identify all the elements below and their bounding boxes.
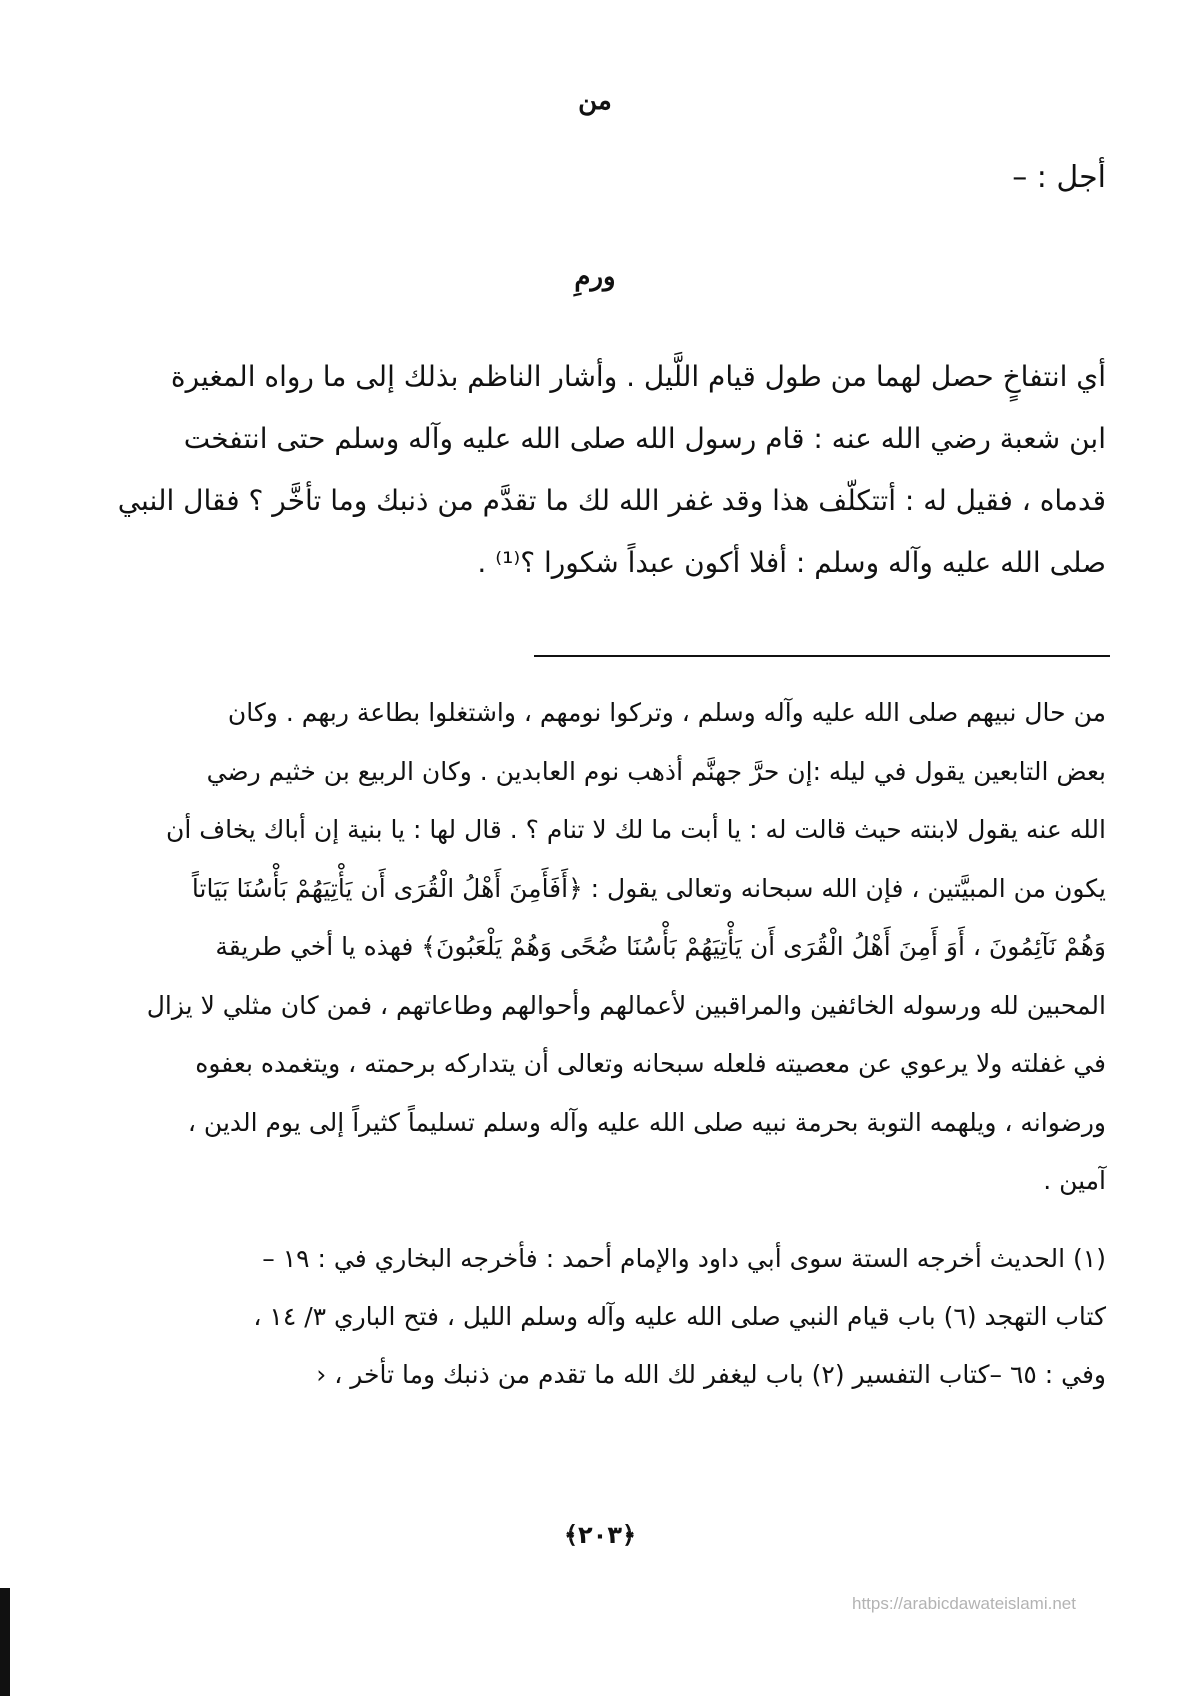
term-label: أجل : – bbox=[1012, 160, 1106, 195]
main-line: أي انتفاخٍ حصل لهما من طول قيام اللَّيل . وأشار الناظم بذلك إلى ما رواه المغيرة bbox=[170, 360, 1106, 393]
commentary-line: من حال نبيهم صلى الله عليه وآله وسلم ، وتركوا نومهم ، واشتغلوا بطاعة ربهم . وكان bbox=[227, 698, 1106, 727]
headword-top: من bbox=[578, 86, 612, 116]
commentary-line: بعض التابعين يقول في ليله :إن حرَّ جهنَّم أذهب نوم العابدين . وكان الربيع بن خثيم رضي bbox=[206, 756, 1106, 786]
watermark-url: https://arabicdawateislami.net bbox=[852, 1594, 1076, 1613]
main-paragraph bbox=[74, 346, 1106, 594]
footnote-block bbox=[74, 1230, 1106, 1404]
main-line: صلى الله عليه وآله وسلم : أفلا أكون عبداً شكورا ؟⁽¹⁾ . bbox=[477, 546, 1106, 579]
commentary-line: الله عنه يقول لابنته حيث قالت له : يا أبت ما لك لا تنام ؟ . قال لها : يا بنية إن أباك يخاف أن bbox=[165, 815, 1106, 844]
footnote-line: (١) الحديث أخرجه الستة سوى أبي داود والإمام أحمد : فأخرجه البخاري في : ١٩ – bbox=[262, 1244, 1106, 1273]
commentary-line: ورضوانه ، ويلهمه التوبة بحرمة نبيه صلى الله عليه وآله وسلم تسليماً كثيراً إلى يوم الدين ، bbox=[187, 1107, 1106, 1137]
commentary-paragraph bbox=[74, 684, 1106, 1211]
commentary-line: وَهُمْ نَآئِمُونَ ، أَوَ أَمِنَ أَهْلُ الْقُرَى أَن يَأْتِيَهُمْ بَأْسُنَا ضُحًى وَهُمْ يَلْعَبُونَ﴾ فهذه يا أخي طريقة bbox=[215, 932, 1106, 961]
scan-edge-mark bbox=[0, 1588, 10, 1696]
page-number: ﴿٢٠٣﴾ bbox=[563, 1521, 637, 1549]
headword-second: ورمِ bbox=[574, 262, 616, 292]
main-line: قدماه ، فقيل له : أتتكلّف هذا وقد غفر الله لك ما تقدَّم من ذنبك وما تأخَّر ؟ فقال النبي bbox=[117, 484, 1106, 517]
footnote-line: كتاب التهجد (٦) باب قيام النبي صلى الله عليه وآله وسلم الليل ، فتح الباري ٣/ ١٤ ، bbox=[253, 1302, 1106, 1331]
main-line: ابن شعبة رضي الله عنه : قام رسول الله صلى الله عليه وآله وسلم حتى انتفخت bbox=[183, 422, 1106, 455]
commentary-line: آمين . bbox=[1043, 1166, 1106, 1195]
footnote-line: وفي : ٦٥ –كتاب التفسير (٢) باب ليغفر لك الله ما تقدم من ذنبك وما تأخر ، ‹ bbox=[316, 1360, 1106, 1389]
commentary-line: المحبين لله ورسوله الخائفين والمراقبين لأعمالهم وأحوالهم وطاعاتهم ، فمن كان مثلي لا يزال bbox=[146, 990, 1106, 1020]
footnote-divider bbox=[534, 655, 1110, 657]
commentary-line: في غفلته ولا يرعوي عن معصيته فلعله سبحانه وتعالى أن يتداركه برحمته ، ويتغمده بعفوه bbox=[195, 1049, 1106, 1078]
commentary-line: يكون من المبيَّتين ، فإن الله سبحانه وتعالى يقول : ﴿أَفَأَمِنَ أَهْلُ الْقُرَى أَن يَأْتِيَهُمْ بَأْسُنَا بَيَاتاً bbox=[191, 873, 1106, 903]
